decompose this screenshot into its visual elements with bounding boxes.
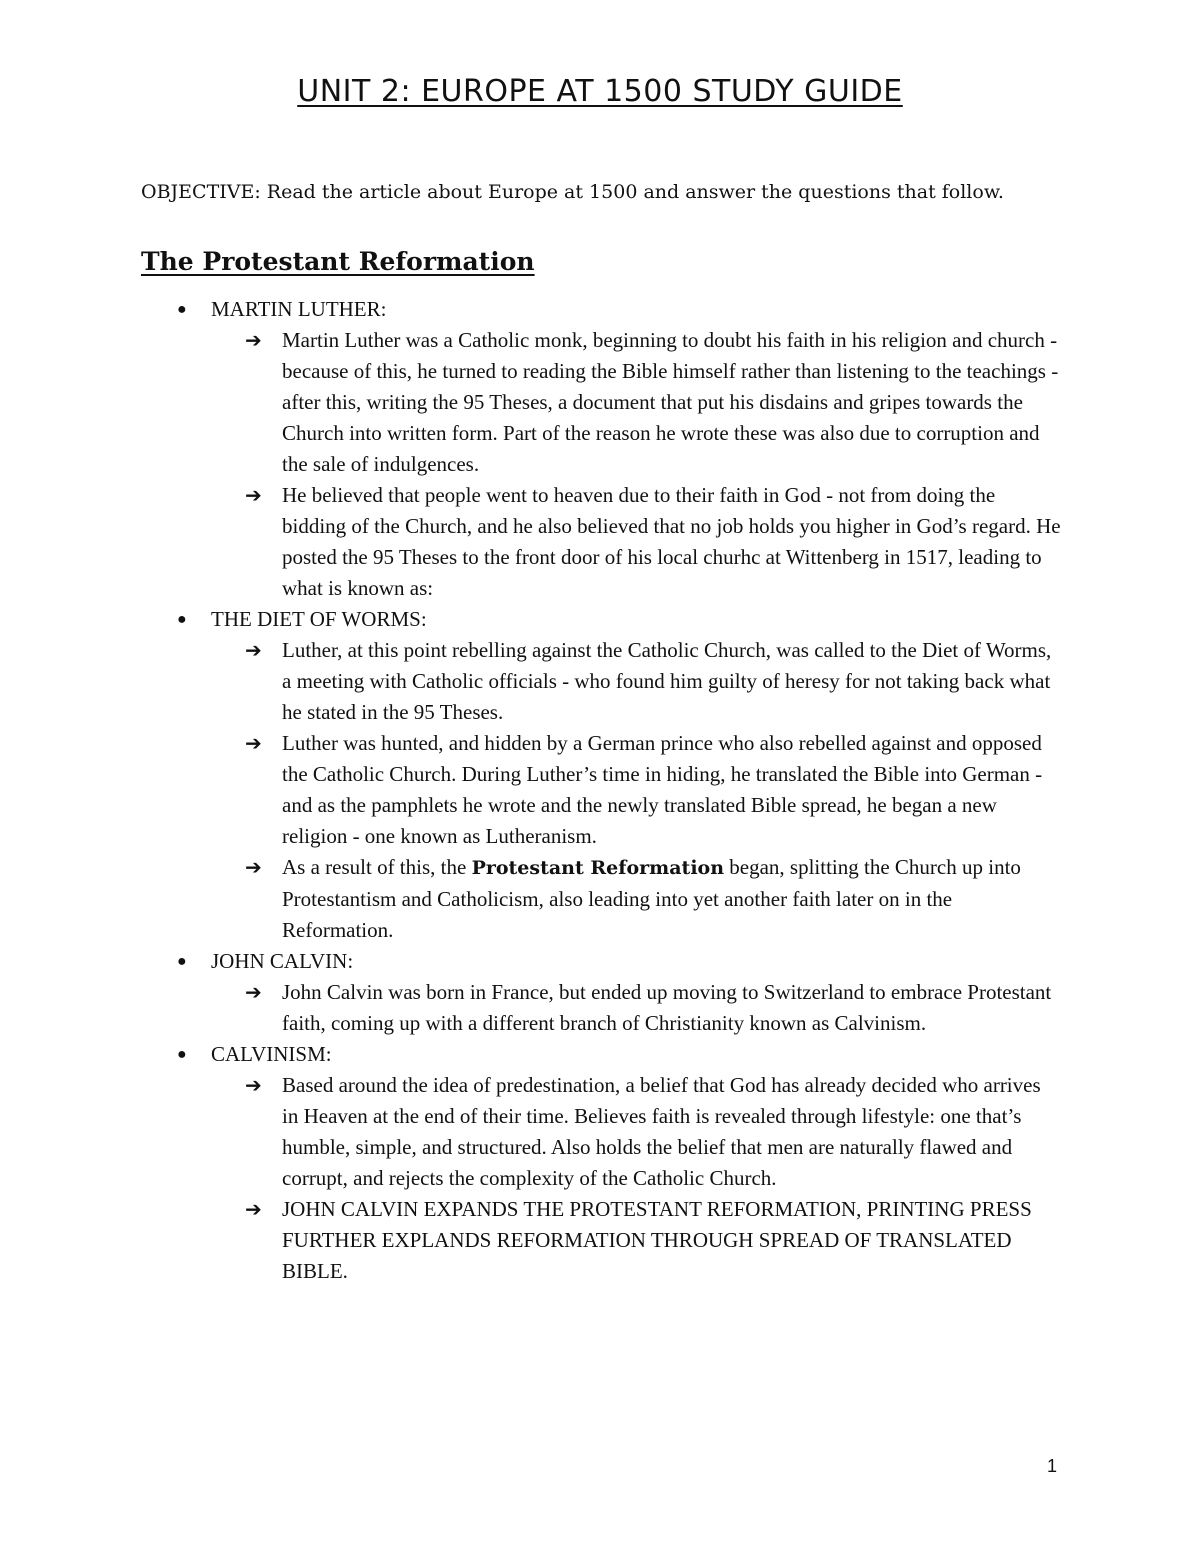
page-title: UNIT 2: EUROPE AT 1500 STUDY GUIDE [297,74,903,109]
outline-point-text: Luther, at this point rebelling against the Catholic Church, was called to the Diet of Worms, a meeting with Catholic officials - who found him guilty of heresy for not taking back what he stated in the 95 Theses. [282,638,1052,724]
bold-term-protestant-reformation: Protestant Reformation [471,857,725,879]
outline-point-text-before: As a result of this, the [282,855,472,879]
outline-point [141,480,1081,604]
outline-point [141,1194,1081,1287]
right-arrow-icon: ➔ [245,638,262,662]
outline-item-john-calvin [141,946,1081,977]
outline-point [141,852,1081,946]
right-arrow-icon: ➔ [245,1073,262,1097]
right-arrow-icon: ➔ [245,731,262,755]
bullet-icon: ● [177,301,187,318]
outline-point [141,728,1081,852]
objective-text: OBJECTIVE: Read the article about Europe at 1500 and answer the questions that follow. [141,181,1004,203]
outline-point-text: Luther was hunted, and hidden by a German prince who also rebelled against and opposed the Catholic Church. During Luther’s time in hiding, he translated the Bible into German - and as the pamphlets he wrote and the newly translated Bible spread, he began a new religion - one known as Lutheranism. [282,731,1043,848]
right-arrow-icon: ➔ [245,980,262,1004]
bullet-icon: ● [177,611,187,628]
right-arrow-icon: ➔ [245,855,262,879]
outline-item-calvinism [141,1039,1081,1070]
right-arrow-icon: ➔ [245,328,262,352]
bullet-icon: ● [177,953,187,970]
outline-item-diet-of-worms [141,604,1081,635]
outline-list [141,294,1081,1287]
outline-item-label: JOHN CALVIN: [211,949,354,973]
section-heading: The Protestant Reformation [141,247,535,276]
outline-point-text: He believed that people went to heaven due to their faith in God - not from doing the bidding of the Church, and he also believed that no job holds you higher in God’s regard. He posted the 95 Theses to the front door of his local churhc at Wittenberg in 1517, leading to what is known as: [282,483,1061,600]
outline-item-label: CALVINISM: [211,1042,332,1066]
outline-point [141,325,1081,480]
outline-point-text-after: began, splitting the Church up into Protestantism and Catholicism, also leading into yet another faith later on in the Reformation. [282,855,1021,942]
outline-item-label: THE DIET OF WORMS: [211,607,427,631]
outline-point-text: Martin Luther was a Catholic monk, beginning to doubt his faith in his religion and church - because of this, he turned to reading the Bible himself rather than listening to the teachings - after this, writing the 95 Theses, a document that put his disdains and gripes towards the Church into written form. Part of the reason he wrote these was also due to corruption and the sale of indulgences. [282,328,1059,476]
outline-item-martin-luther [141,294,1081,325]
bullet-icon: ● [177,1046,187,1063]
outline-point [141,977,1081,1039]
outline-item-label: MARTIN LUTHER: [211,297,387,321]
outline-point [141,1070,1081,1194]
outline-point-text: JOHN CALVIN EXPANDS THE PROTESTANT REFORMATION, PRINTING PRESS FURTHER EXPLANDS REFORMATION THROUGH SPREAD OF TRANSLATED BIBLE. [282,1197,1032,1283]
outline-point [141,635,1081,728]
right-arrow-icon: ➔ [245,483,262,507]
right-arrow-icon: ➔ [245,1197,262,1221]
outline-point-text: Based around the idea of predestination, a belief that God has already decided who arrives in Heaven at the end of their time. Believes faith is revealed through lifestyle: one that’s humble, simple, and structured. Also holds the belief that men are naturally flawed and corrupt, and rejects the complexity of the Catholic Church. [282,1073,1041,1190]
outline-point-text: John Calvin was born in France, but ended up moving to Switzerland to embrace Protestant faith, coming up with a different branch of Christianity known as Calvinism. [282,980,1052,1035]
page-number: 1 [1046,1456,1057,1476]
